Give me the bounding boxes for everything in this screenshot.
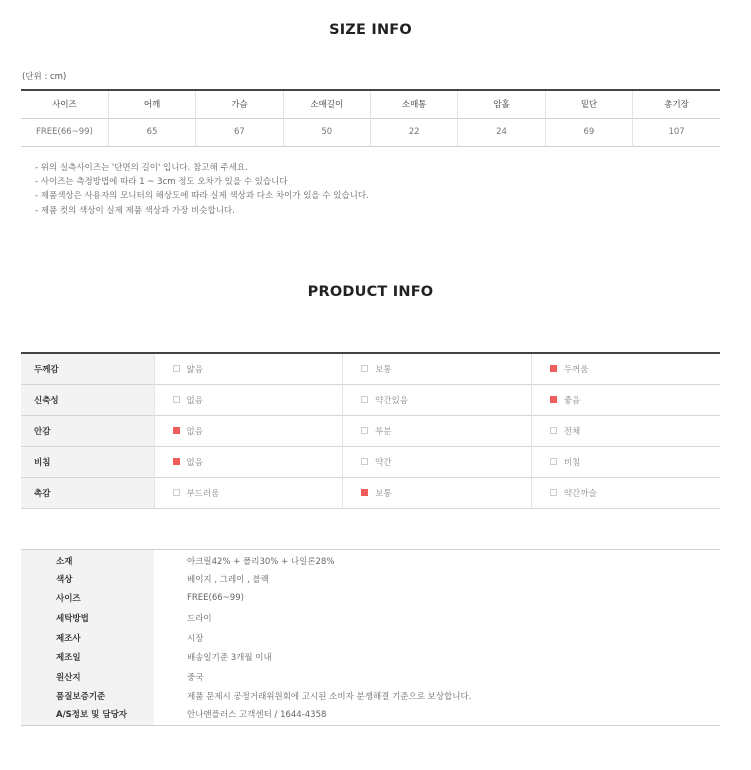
detail-value: 중국	[187, 672, 204, 683]
attribute-option	[343, 353, 532, 384]
attribute-option	[343, 446, 532, 477]
detail-value: 배송일기준 3개월 이내	[187, 653, 272, 664]
unchecked-box-icon	[550, 458, 557, 465]
attribute-option	[154, 446, 343, 477]
attribute-option	[154, 477, 343, 508]
attribute-option	[531, 477, 720, 508]
option-label: 좋음	[563, 395, 581, 406]
size-table	[21, 89, 720, 147]
table-row	[21, 550, 720, 570]
attribute-label: 두께감	[21, 353, 154, 384]
option-label: 보통	[375, 364, 392, 375]
size-header-cell: 가슴	[196, 90, 283, 118]
attribute-option	[531, 384, 720, 415]
table-row	[21, 569, 720, 589]
note-item: - 사이즈는 측정방법에 따라 1 ~ 3cm 정도 오차가 있을 수 있습니다	[35, 177, 288, 188]
attribute-label: 비침	[21, 446, 154, 477]
attribute-label: 안감	[21, 415, 154, 446]
product-info-table	[21, 352, 720, 509]
detail-value: 아크릴42% + 폴리30% + 나일론28%	[187, 557, 335, 568]
table-row	[21, 353, 720, 384]
unchecked-box-icon	[361, 458, 368, 465]
unchecked-box-icon	[361, 396, 368, 403]
unchecked-box-icon	[173, 365, 180, 372]
option-label: 약간	[375, 457, 392, 468]
table-row	[21, 608, 720, 628]
detail-label: A/S정보 및 담당자	[21, 706, 154, 726]
unchecked-box-icon	[550, 489, 557, 496]
attribute-label: 촉감	[21, 477, 154, 508]
table-row	[21, 589, 720, 609]
table-row	[21, 384, 720, 415]
table-row	[21, 647, 720, 667]
size-cell: 69	[545, 118, 632, 146]
checked-box-icon	[361, 489, 368, 496]
note-item: - 제품색상은 사용자의 모니터의 해상도에 따라 실제 색상과 다소 차이가 있을 수 있습니다.	[35, 191, 369, 202]
checked-box-icon	[173, 427, 180, 434]
detail-label: 세탁방법	[21, 608, 154, 628]
table-row	[21, 628, 720, 648]
option-label: 약간있음	[375, 395, 409, 406]
detail-value: 베이지 , 그레이 , 블랙	[187, 574, 269, 585]
unchecked-box-icon	[173, 489, 180, 496]
detail-value: 시장	[187, 633, 204, 644]
table-row	[21, 446, 720, 477]
size-cell: 22	[371, 118, 458, 146]
size-header-cell: 밑단	[545, 90, 632, 118]
size-cell: 107	[633, 118, 720, 146]
option-label: 없음	[186, 426, 203, 437]
option-label: 비침	[563, 457, 581, 468]
size-cell: 67	[196, 118, 283, 146]
note-item: - 위의 실측사이즈는 '단면의 길이' 입니다. 참고해 주세요.	[35, 163, 248, 173]
size-cell: 24	[458, 118, 545, 146]
note-item: - 제품 컷의 색상이 실제 제품 색상과 가장 비슷합니다.	[35, 205, 235, 216]
attribute-option	[343, 384, 532, 415]
unchecked-box-icon	[173, 396, 180, 403]
table-row	[21, 687, 720, 707]
detail-label: 사이즈	[21, 589, 154, 609]
detail-value: 안나앤플러스 고객센터 / 1644-4358	[187, 710, 327, 721]
size-table-header	[21, 90, 720, 118]
table-row	[21, 477, 720, 508]
checked-box-icon	[550, 365, 557, 372]
option-label: 두꺼움	[563, 364, 589, 375]
detail-label: 원산지	[21, 667, 154, 687]
size-header-cell: 사이즈	[52, 100, 77, 111]
attribute-option	[343, 415, 532, 446]
product-detail-table	[21, 549, 720, 726]
option-label: 약간까슬	[563, 488, 597, 499]
attribute-option	[531, 353, 720, 384]
unchecked-box-icon	[550, 427, 557, 434]
attribute-option	[154, 353, 343, 384]
size-cell: 65	[108, 118, 195, 146]
size-info-title: SIZE INFO	[329, 22, 412, 38]
detail-value: 드라이	[187, 614, 212, 625]
size-header-cell: 소매길이	[283, 90, 370, 118]
unchecked-box-icon	[361, 427, 368, 434]
size-header-cell: 소매통	[371, 90, 458, 118]
checked-box-icon	[173, 458, 180, 465]
attribute-label: 신축성	[21, 384, 154, 415]
attribute-option	[531, 446, 720, 477]
attribute-option	[154, 384, 343, 415]
detail-label: 제조사	[21, 628, 154, 648]
size-header-cell: 어깨	[108, 90, 195, 118]
product-info-title: PRODUCT INFO	[307, 284, 434, 300]
detail-label: 제조일	[21, 647, 154, 667]
option-label: 부분	[375, 426, 392, 437]
unchecked-box-icon	[361, 365, 368, 372]
unit-label: (단위 : cm)	[22, 72, 67, 82]
size-cell: 50	[283, 118, 370, 146]
table-row	[21, 415, 720, 446]
option-label: 없음	[186, 457, 203, 468]
attribute-option	[343, 477, 532, 508]
option-label: 보통	[375, 488, 392, 499]
size-header-cell: 총기장	[633, 90, 720, 118]
size-notes	[35, 161, 369, 218]
detail-label: 소재	[21, 550, 154, 570]
table-row	[21, 667, 720, 687]
detail-label: 품질보증기준	[21, 687, 154, 707]
attribute-option	[531, 415, 720, 446]
detail-value: FREE(66~99)	[187, 593, 244, 604]
table-row	[21, 706, 720, 726]
size-header-cell: 암홀	[458, 90, 545, 118]
detail-label: 색상	[21, 569, 154, 589]
option-label: 얇음	[186, 364, 203, 375]
attribute-option	[154, 415, 343, 446]
option-label: 전체	[563, 426, 581, 437]
option-label: 없음	[186, 395, 203, 406]
table-row	[21, 118, 720, 146]
detail-value: 제품 문제시 공정거래위원회에 고시된 소비자 분쟁해결 기준으로 보상합니다.	[187, 692, 472, 703]
checked-box-icon	[550, 396, 557, 403]
size-cell: FREE(66~99)	[35, 127, 93, 137]
option-label: 부드러움	[186, 488, 220, 499]
